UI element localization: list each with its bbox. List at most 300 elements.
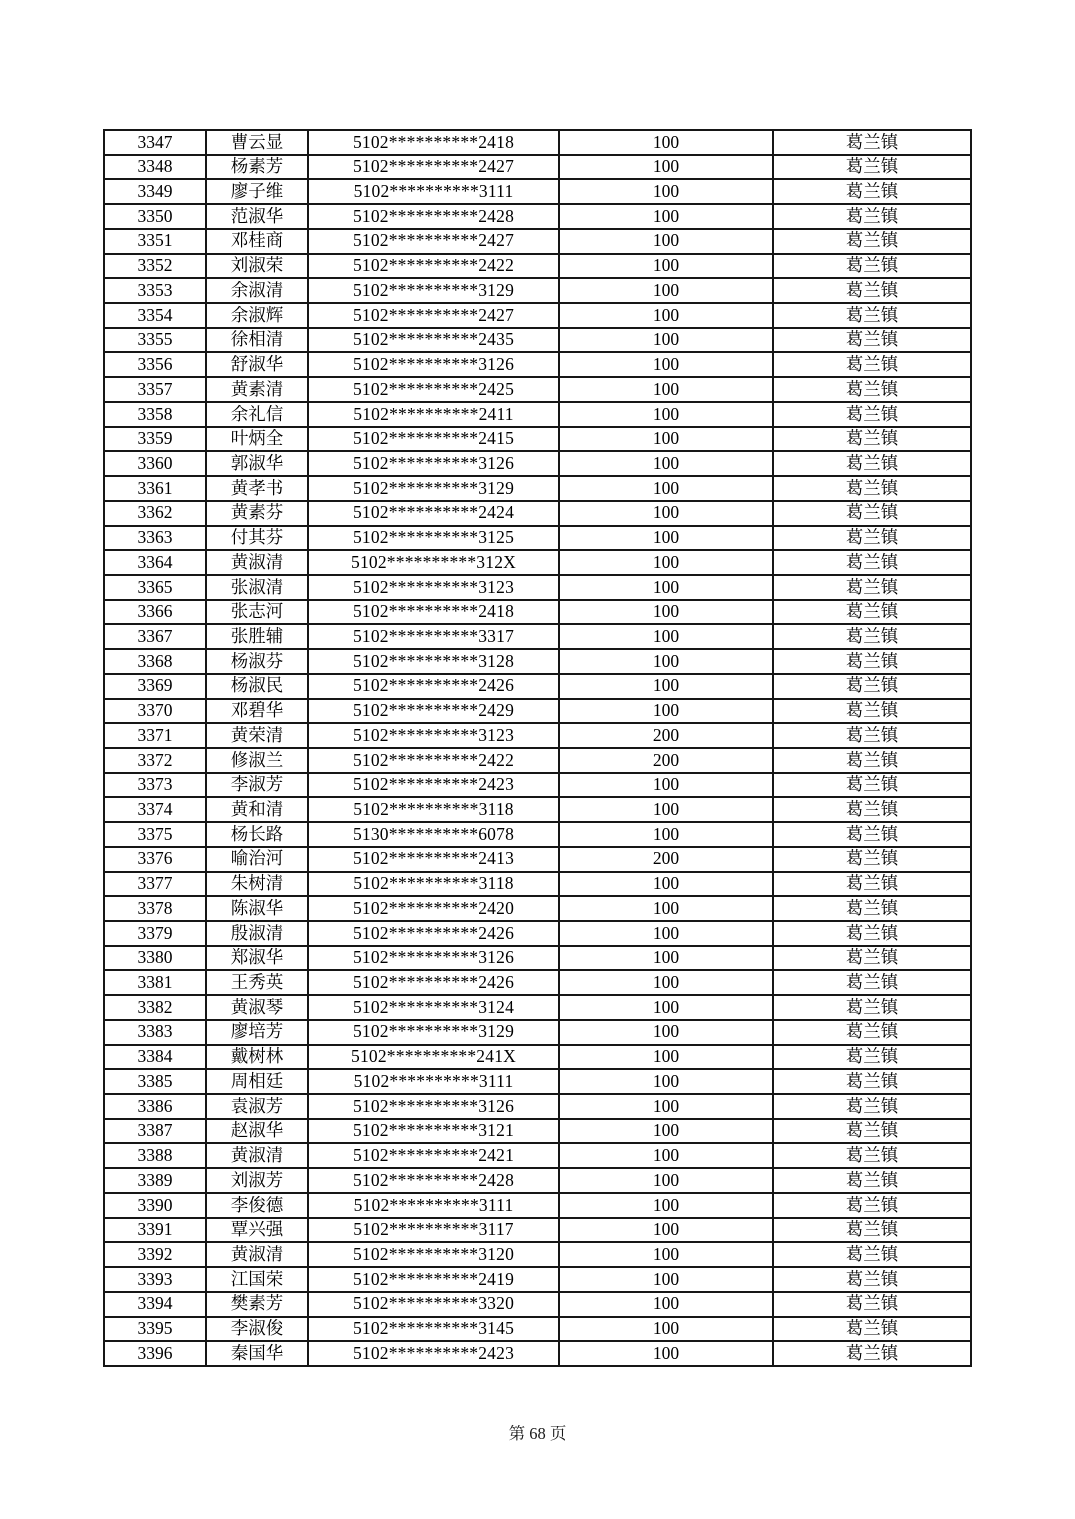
cell-serial-number: 3358 xyxy=(104,402,206,427)
cell-id-number: 5102**********3126 xyxy=(308,451,559,476)
table-row xyxy=(104,1168,971,1193)
cell-town: 葛兰镇 xyxy=(773,1094,971,1119)
cell-amount: 100 xyxy=(559,699,773,724)
cell-amount: 100 xyxy=(559,1292,773,1317)
cell-id-number: 5102**********2422 xyxy=(308,254,559,279)
cell-serial-number: 3380 xyxy=(104,946,206,971)
cell-serial-number: 3365 xyxy=(104,575,206,600)
table-row xyxy=(104,600,971,625)
cell-amount: 100 xyxy=(559,179,773,204)
cell-amount: 100 xyxy=(559,624,773,649)
cell-amount: 100 xyxy=(559,872,773,897)
cell-serial-number: 3391 xyxy=(104,1218,206,1243)
cell-serial-number: 3372 xyxy=(104,748,206,773)
cell-serial-number: 3394 xyxy=(104,1292,206,1317)
cell-serial-number: 3371 xyxy=(104,723,206,748)
cell-person-name: 周相廷 xyxy=(206,1069,308,1094)
cell-amount: 100 xyxy=(559,1193,773,1218)
cell-amount: 100 xyxy=(559,377,773,402)
cell-town: 葛兰镇 xyxy=(773,1218,971,1243)
cell-serial-number: 3367 xyxy=(104,624,206,649)
cell-id-number: 5102**********3320 xyxy=(308,1292,559,1317)
cell-town: 葛兰镇 xyxy=(773,402,971,427)
cell-town: 葛兰镇 xyxy=(773,451,971,476)
cell-person-name: 徐相清 xyxy=(206,328,308,353)
cell-person-name: 曹云显 xyxy=(206,130,308,155)
cell-person-name: 陈淑华 xyxy=(206,896,308,921)
cell-town: 葛兰镇 xyxy=(773,1317,971,1342)
cell-id-number: 5130**********6078 xyxy=(308,822,559,847)
cell-amount: 100 xyxy=(559,797,773,822)
table-row xyxy=(104,1193,971,1218)
cell-town: 葛兰镇 xyxy=(773,896,971,921)
cell-amount: 100 xyxy=(559,600,773,625)
cell-serial-number: 3377 xyxy=(104,872,206,897)
cell-id-number: 5102**********2423 xyxy=(308,1341,559,1366)
table-row xyxy=(104,723,971,748)
cell-town: 葛兰镇 xyxy=(773,995,971,1020)
table-row xyxy=(104,847,971,872)
cell-person-name: 余淑清 xyxy=(206,278,308,303)
cell-id-number: 5102**********3145 xyxy=(308,1317,559,1342)
cell-id-number: 5102**********3111 xyxy=(308,1069,559,1094)
table-row xyxy=(104,254,971,279)
cell-town: 葛兰镇 xyxy=(773,1143,971,1168)
cell-amount: 100 xyxy=(559,1317,773,1342)
cell-person-name: 舒淑华 xyxy=(206,352,308,377)
cell-amount: 200 xyxy=(559,847,773,872)
cell-id-number: 5102**********2425 xyxy=(308,377,559,402)
cell-person-name: 杨淑芬 xyxy=(206,649,308,674)
table-row xyxy=(104,995,971,1020)
cell-serial-number: 3376 xyxy=(104,847,206,872)
cell-id-number: 5102**********3126 xyxy=(308,946,559,971)
cell-person-name: 李淑芳 xyxy=(206,773,308,798)
cell-town: 葛兰镇 xyxy=(773,352,971,377)
table-row xyxy=(104,946,971,971)
cell-amount: 100 xyxy=(559,995,773,1020)
cell-amount: 100 xyxy=(559,822,773,847)
cell-town: 葛兰镇 xyxy=(773,254,971,279)
page-footer: 第 68 页 xyxy=(508,1424,567,1443)
cell-serial-number: 3382 xyxy=(104,995,206,1020)
cell-person-name: 叶炳全 xyxy=(206,427,308,452)
cell-amount: 100 xyxy=(559,946,773,971)
cell-serial-number: 3383 xyxy=(104,1020,206,1045)
cell-amount: 100 xyxy=(559,1094,773,1119)
cell-town: 葛兰镇 xyxy=(773,377,971,402)
cell-id-number: 5102**********3124 xyxy=(308,995,559,1020)
cell-id-number: 5102**********2427 xyxy=(308,155,559,180)
cell-amount: 100 xyxy=(559,204,773,229)
cell-town: 葛兰镇 xyxy=(773,674,971,699)
table-row xyxy=(104,328,971,353)
cell-amount: 100 xyxy=(559,526,773,551)
cell-id-number: 5102**********3123 xyxy=(308,575,559,600)
table-row xyxy=(104,1242,971,1267)
cell-person-name: 杨长路 xyxy=(206,822,308,847)
cell-serial-number: 3363 xyxy=(104,526,206,551)
cell-person-name: 刘淑荣 xyxy=(206,254,308,279)
cell-id-number: 5102**********3121 xyxy=(308,1119,559,1144)
cell-person-name: 修淑兰 xyxy=(206,748,308,773)
cell-person-name: 杨淑民 xyxy=(206,674,308,699)
cell-serial-number: 3390 xyxy=(104,1193,206,1218)
cell-amount: 100 xyxy=(559,1069,773,1094)
cell-person-name: 覃兴强 xyxy=(206,1218,308,1243)
table-row xyxy=(104,797,971,822)
cell-serial-number: 3362 xyxy=(104,501,206,526)
cell-town: 葛兰镇 xyxy=(773,649,971,674)
cell-id-number: 5102**********2411 xyxy=(308,402,559,427)
cell-id-number: 5102**********2413 xyxy=(308,847,559,872)
cell-amount: 100 xyxy=(559,970,773,995)
cell-person-name: 邓碧华 xyxy=(206,699,308,724)
cell-id-number: 5102**********2418 xyxy=(308,130,559,155)
cell-amount: 100 xyxy=(559,1341,773,1366)
cell-person-name: 秦国华 xyxy=(206,1341,308,1366)
cell-person-name: 余礼信 xyxy=(206,402,308,427)
cell-serial-number: 3379 xyxy=(104,921,206,946)
cell-person-name: 黄荣清 xyxy=(206,723,308,748)
cell-person-name: 樊素芳 xyxy=(206,1292,308,1317)
cell-amount: 100 xyxy=(559,427,773,452)
cell-serial-number: 3369 xyxy=(104,674,206,699)
cell-id-number: 5102**********3129 xyxy=(308,476,559,501)
cell-town: 葛兰镇 xyxy=(773,822,971,847)
cell-town: 葛兰镇 xyxy=(773,130,971,155)
table-row xyxy=(104,575,971,600)
cell-serial-number: 3366 xyxy=(104,600,206,625)
table-row xyxy=(104,822,971,847)
cell-id-number: 5102**********2427 xyxy=(308,229,559,254)
cell-amount: 100 xyxy=(559,550,773,575)
cell-town: 葛兰镇 xyxy=(773,476,971,501)
cell-serial-number: 3352 xyxy=(104,254,206,279)
cell-person-name: 郑淑华 xyxy=(206,946,308,971)
cell-serial-number: 3396 xyxy=(104,1341,206,1366)
cell-serial-number: 3348 xyxy=(104,155,206,180)
table-row xyxy=(104,451,971,476)
cell-town: 葛兰镇 xyxy=(773,1045,971,1070)
cell-serial-number: 3354 xyxy=(104,303,206,328)
cell-amount: 100 xyxy=(559,1143,773,1168)
cell-serial-number: 3389 xyxy=(104,1168,206,1193)
cell-person-name: 黄淑清 xyxy=(206,1242,308,1267)
cell-serial-number: 3384 xyxy=(104,1045,206,1070)
cell-serial-number: 3360 xyxy=(104,451,206,476)
cell-serial-number: 3368 xyxy=(104,649,206,674)
cell-id-number: 5102**********2422 xyxy=(308,748,559,773)
cell-amount: 100 xyxy=(559,476,773,501)
cell-person-name: 郭淑华 xyxy=(206,451,308,476)
cell-amount: 100 xyxy=(559,1020,773,1045)
cell-person-name: 黄孝书 xyxy=(206,476,308,501)
table-row xyxy=(104,427,971,452)
cell-person-name: 范淑华 xyxy=(206,204,308,229)
table-row xyxy=(104,624,971,649)
cell-town: 葛兰镇 xyxy=(773,797,971,822)
table-row xyxy=(104,155,971,180)
cell-person-name: 付其芬 xyxy=(206,526,308,551)
table-row xyxy=(104,1292,971,1317)
table-row xyxy=(104,970,971,995)
cell-town: 葛兰镇 xyxy=(773,1341,971,1366)
cell-amount: 100 xyxy=(559,1168,773,1193)
cell-serial-number: 3347 xyxy=(104,130,206,155)
cell-id-number: 5102**********3129 xyxy=(308,278,559,303)
cell-id-number: 5102**********3123 xyxy=(308,723,559,748)
cell-id-number: 5102**********3317 xyxy=(308,624,559,649)
cell-town: 葛兰镇 xyxy=(773,723,971,748)
cell-id-number: 5102**********2419 xyxy=(308,1267,559,1292)
cell-id-number: 5102**********2421 xyxy=(308,1143,559,1168)
cell-person-name: 廖子维 xyxy=(206,179,308,204)
cell-amount: 100 xyxy=(559,1267,773,1292)
table-row xyxy=(104,130,971,155)
cell-amount: 100 xyxy=(559,1242,773,1267)
cell-serial-number: 3385 xyxy=(104,1069,206,1094)
cell-town: 葛兰镇 xyxy=(773,748,971,773)
cell-town: 葛兰镇 xyxy=(773,1168,971,1193)
subsidy-roster-table xyxy=(103,129,972,1367)
cell-id-number: 5102**********3125 xyxy=(308,526,559,551)
cell-serial-number: 3386 xyxy=(104,1094,206,1119)
table-row xyxy=(104,1069,971,1094)
cell-person-name: 殷淑清 xyxy=(206,921,308,946)
cell-id-number: 5102**********3129 xyxy=(308,1020,559,1045)
cell-person-name: 王秀英 xyxy=(206,970,308,995)
cell-id-number: 5102**********2429 xyxy=(308,699,559,724)
cell-serial-number: 3350 xyxy=(104,204,206,229)
cell-person-name: 黄淑清 xyxy=(206,1143,308,1168)
cell-id-number: 5102**********3126 xyxy=(308,352,559,377)
table-row xyxy=(104,476,971,501)
cell-serial-number: 3381 xyxy=(104,970,206,995)
cell-serial-number: 3373 xyxy=(104,773,206,798)
cell-person-name: 江国荣 xyxy=(206,1267,308,1292)
cell-person-name: 张淑清 xyxy=(206,575,308,600)
cell-amount: 100 xyxy=(559,575,773,600)
cell-town: 葛兰镇 xyxy=(773,526,971,551)
cell-id-number: 5102**********2418 xyxy=(308,600,559,625)
table-row xyxy=(104,1317,971,1342)
cell-town: 葛兰镇 xyxy=(773,699,971,724)
table-row xyxy=(104,1094,971,1119)
cell-town: 葛兰镇 xyxy=(773,550,971,575)
table-row xyxy=(104,204,971,229)
table-row xyxy=(104,896,971,921)
cell-town: 葛兰镇 xyxy=(773,1069,971,1094)
cell-town: 葛兰镇 xyxy=(773,1020,971,1045)
cell-id-number: 5102**********3118 xyxy=(308,872,559,897)
cell-town: 葛兰镇 xyxy=(773,1292,971,1317)
cell-person-name: 余淑辉 xyxy=(206,303,308,328)
cell-person-name: 廖培芳 xyxy=(206,1020,308,1045)
table-row xyxy=(104,229,971,254)
cell-town: 葛兰镇 xyxy=(773,1193,971,1218)
table-row xyxy=(104,377,971,402)
cell-amount: 100 xyxy=(559,1119,773,1144)
cell-amount: 100 xyxy=(559,328,773,353)
table-row xyxy=(104,872,971,897)
cell-town: 葛兰镇 xyxy=(773,179,971,204)
cell-town: 葛兰镇 xyxy=(773,600,971,625)
cell-id-number: 5102**********2428 xyxy=(308,204,559,229)
cell-serial-number: 3353 xyxy=(104,278,206,303)
table-row xyxy=(104,1020,971,1045)
cell-town: 葛兰镇 xyxy=(773,229,971,254)
table-row xyxy=(104,303,971,328)
cell-id-number: 5102**********2426 xyxy=(308,970,559,995)
cell-serial-number: 3357 xyxy=(104,377,206,402)
cell-person-name: 黄和清 xyxy=(206,797,308,822)
cell-id-number: 5102**********2415 xyxy=(308,427,559,452)
cell-serial-number: 3370 xyxy=(104,699,206,724)
cell-town: 葛兰镇 xyxy=(773,155,971,180)
cell-serial-number: 3355 xyxy=(104,328,206,353)
cell-town: 葛兰镇 xyxy=(773,204,971,229)
cell-amount: 100 xyxy=(559,130,773,155)
cell-serial-number: 3359 xyxy=(104,427,206,452)
cell-serial-number: 3356 xyxy=(104,352,206,377)
cell-town: 葛兰镇 xyxy=(773,872,971,897)
cell-person-name: 张胜辅 xyxy=(206,624,308,649)
table-row xyxy=(104,1218,971,1243)
cell-amount: 100 xyxy=(559,278,773,303)
cell-town: 葛兰镇 xyxy=(773,921,971,946)
cell-person-name: 赵淑华 xyxy=(206,1119,308,1144)
cell-serial-number: 3361 xyxy=(104,476,206,501)
cell-serial-number: 3378 xyxy=(104,896,206,921)
cell-amount: 100 xyxy=(559,303,773,328)
table-row xyxy=(104,773,971,798)
cell-person-name: 喻治河 xyxy=(206,847,308,872)
cell-amount: 100 xyxy=(559,921,773,946)
cell-amount: 100 xyxy=(559,1218,773,1243)
cell-person-name: 杨素芳 xyxy=(206,155,308,180)
cell-serial-number: 3349 xyxy=(104,179,206,204)
cell-person-name: 邓桂商 xyxy=(206,229,308,254)
table-row xyxy=(104,674,971,699)
cell-town: 葛兰镇 xyxy=(773,501,971,526)
cell-person-name: 张志河 xyxy=(206,600,308,625)
cell-id-number: 5102**********2428 xyxy=(308,1168,559,1193)
table-row xyxy=(104,278,971,303)
roster-table-body xyxy=(104,130,971,1366)
cell-serial-number: 3374 xyxy=(104,797,206,822)
cell-town: 葛兰镇 xyxy=(773,1242,971,1267)
cell-id-number: 5102**********3120 xyxy=(308,1242,559,1267)
cell-town: 葛兰镇 xyxy=(773,328,971,353)
cell-serial-number: 3392 xyxy=(104,1242,206,1267)
cell-town: 葛兰镇 xyxy=(773,427,971,452)
cell-town: 葛兰镇 xyxy=(773,303,971,328)
table-row xyxy=(104,748,971,773)
table-row xyxy=(104,921,971,946)
cell-amount: 200 xyxy=(559,748,773,773)
cell-town: 葛兰镇 xyxy=(773,773,971,798)
cell-serial-number: 3364 xyxy=(104,550,206,575)
cell-id-number: 5102**********3111 xyxy=(308,1193,559,1218)
cell-serial-number: 3395 xyxy=(104,1317,206,1342)
cell-town: 葛兰镇 xyxy=(773,624,971,649)
cell-town: 葛兰镇 xyxy=(773,575,971,600)
table-row xyxy=(104,1267,971,1292)
cell-amount: 100 xyxy=(559,229,773,254)
table-row xyxy=(104,402,971,427)
cell-person-name: 戴树林 xyxy=(206,1045,308,1070)
cell-id-number: 5102**********312X xyxy=(308,550,559,575)
cell-id-number: 5102**********2426 xyxy=(308,674,559,699)
cell-id-number: 5102**********2435 xyxy=(308,328,559,353)
cell-person-name: 黄淑琴 xyxy=(206,995,308,1020)
cell-id-number: 5102**********2423 xyxy=(308,773,559,798)
cell-id-number: 5102**********3128 xyxy=(308,649,559,674)
table-row xyxy=(104,699,971,724)
cell-amount: 100 xyxy=(559,402,773,427)
cell-person-name: 朱树清 xyxy=(206,872,308,897)
cell-id-number: 5102**********3126 xyxy=(308,1094,559,1119)
cell-amount: 200 xyxy=(559,723,773,748)
cell-person-name: 刘淑芳 xyxy=(206,1168,308,1193)
cell-amount: 100 xyxy=(559,501,773,526)
cell-serial-number: 3375 xyxy=(104,822,206,847)
cell-id-number: 5102**********2420 xyxy=(308,896,559,921)
cell-town: 葛兰镇 xyxy=(773,1119,971,1144)
table-row xyxy=(104,526,971,551)
cell-amount: 100 xyxy=(559,649,773,674)
cell-id-number: 5102**********2427 xyxy=(308,303,559,328)
table-row xyxy=(104,352,971,377)
cell-amount: 100 xyxy=(559,451,773,476)
table-row xyxy=(104,1143,971,1168)
cell-person-name: 李俊德 xyxy=(206,1193,308,1218)
cell-id-number: 5102**********241X xyxy=(308,1045,559,1070)
cell-amount: 100 xyxy=(559,896,773,921)
cell-amount: 100 xyxy=(559,254,773,279)
cell-serial-number: 3351 xyxy=(104,229,206,254)
cell-town: 葛兰镇 xyxy=(773,278,971,303)
cell-person-name: 袁淑芳 xyxy=(206,1094,308,1119)
cell-amount: 100 xyxy=(559,773,773,798)
cell-serial-number: 3393 xyxy=(104,1267,206,1292)
cell-town: 葛兰镇 xyxy=(773,847,971,872)
cell-amount: 100 xyxy=(559,352,773,377)
table-row xyxy=(104,649,971,674)
table-row xyxy=(104,550,971,575)
table-row xyxy=(104,1045,971,1070)
table-row xyxy=(104,1341,971,1366)
cell-person-name: 黄淑清 xyxy=(206,550,308,575)
table-row xyxy=(104,501,971,526)
cell-id-number: 5102**********3111 xyxy=(308,179,559,204)
cell-id-number: 5102**********2424 xyxy=(308,501,559,526)
cell-person-name: 黄素清 xyxy=(206,377,308,402)
cell-town: 葛兰镇 xyxy=(773,1267,971,1292)
cell-person-name: 李淑俊 xyxy=(206,1317,308,1342)
cell-person-name: 黄素芬 xyxy=(206,501,308,526)
cell-town: 葛兰镇 xyxy=(773,970,971,995)
cell-serial-number: 3388 xyxy=(104,1143,206,1168)
table-row xyxy=(104,1119,971,1144)
cell-id-number: 5102**********2426 xyxy=(308,921,559,946)
cell-id-number: 5102**********3118 xyxy=(308,797,559,822)
cell-serial-number: 3387 xyxy=(104,1119,206,1144)
table-row xyxy=(104,179,971,204)
cell-amount: 100 xyxy=(559,1045,773,1070)
cell-id-number: 5102**********3117 xyxy=(308,1218,559,1243)
